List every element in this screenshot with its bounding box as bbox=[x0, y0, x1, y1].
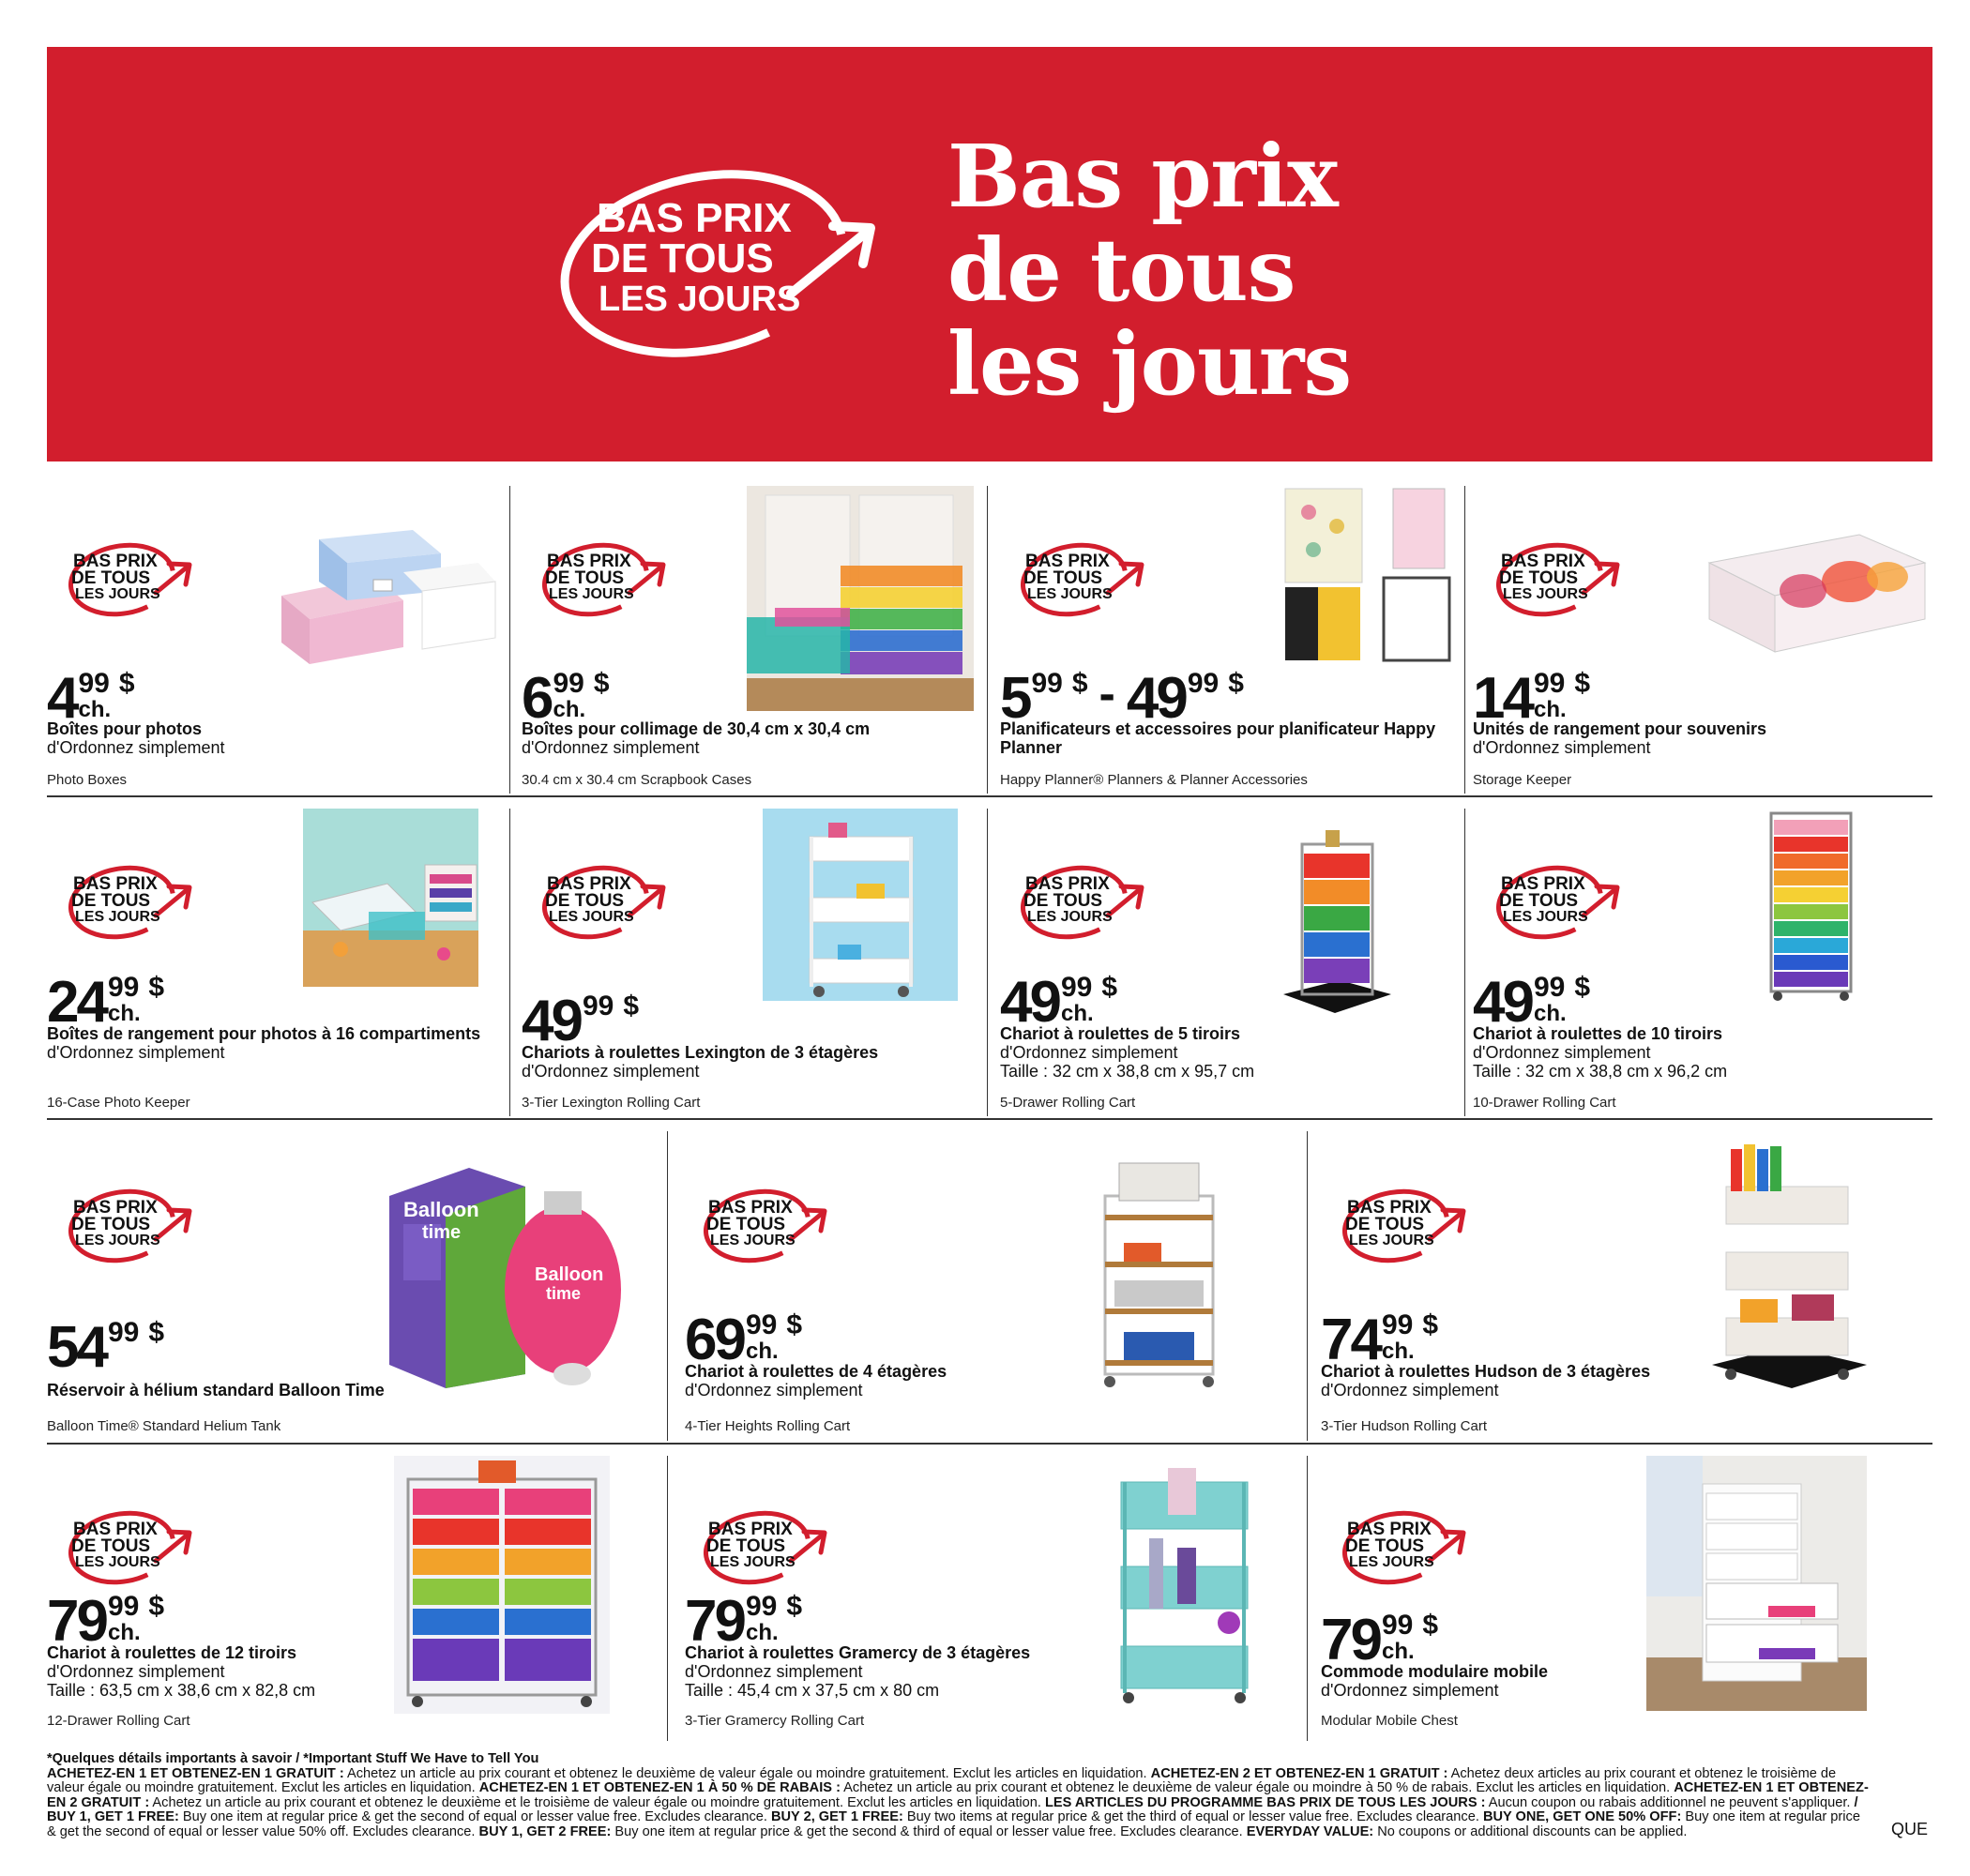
lexington-cart-image bbox=[763, 809, 958, 1001]
product-info: Planificateurs et accessoires pour planificateur Happy Planner bbox=[1000, 719, 1436, 757]
price: 7999 ch. $ bbox=[1321, 1608, 1439, 1672]
storage-keeper-image bbox=[1700, 525, 1930, 657]
svg-text:DE TOUS: DE TOUS bbox=[1499, 568, 1579, 588]
everyday-value-badge bbox=[64, 533, 197, 617]
everyday-value-badge bbox=[1016, 855, 1149, 940]
price: 4999 $ bbox=[522, 989, 640, 1053]
price: 1499 ch. $ bbox=[1473, 666, 1591, 731]
price-range: 599 $ - 4999 $ bbox=[1000, 666, 1244, 731]
svg-text:BAS PRIX: BAS PRIX bbox=[708, 1520, 793, 1539]
product-info: Boîtes de rangement pour photos à 16 compartiments d'Ordonnez simplement bbox=[47, 1024, 481, 1062]
product-info: Chariot à roulettes de 5 tiroirs d'Ordonnez simplement Taille : 32 cm x 38,8 cm x 95,7 cm bbox=[1000, 1024, 1255, 1081]
column-divider bbox=[1307, 1456, 1308, 1741]
product-info: Réservoir à hélium standard Balloon Time bbox=[47, 1381, 385, 1399]
svg-text:LES JOURS: LES JOURS bbox=[75, 586, 160, 602]
product-info: Chariot à roulettes de 12 tiroirs d'Ordonnez simplement Taille : 63,5 cm x 38,6 cm x 82,8 cm bbox=[47, 1643, 316, 1700]
svg-text:LES JOURS: LES JOURS bbox=[549, 586, 634, 602]
svg-text:BAS PRIX: BAS PRIX bbox=[547, 552, 631, 571]
product-name-en: 5-Drawer Rolling Cart bbox=[1000, 1095, 1136, 1111]
product-info: Chariot à roulettes de 10 tiroirs d'Ordonnez simplement Taille : 32 cm x 38,8 cm x 96,2 cm bbox=[1473, 1024, 1728, 1081]
svg-text:LES JOURS: LES JOURS bbox=[75, 909, 160, 925]
product-name-en: 4-Tier Heights Rolling Cart bbox=[685, 1418, 851, 1434]
svg-text:DE TOUS: DE TOUS bbox=[545, 891, 625, 911]
svg-text:BAS PRIX: BAS PRIX bbox=[708, 1198, 793, 1218]
price: 4999 ch. $ bbox=[1000, 970, 1118, 1035]
product-info: Boîtes pour collimage de 30,4 cm x 30,4 cm d'Ordonnez simplement bbox=[522, 719, 871, 757]
svg-text:BAS PRIX: BAS PRIX bbox=[1501, 552, 1585, 571]
column-divider bbox=[509, 809, 510, 1116]
price: 7499 ch. $ bbox=[1321, 1308, 1439, 1372]
svg-text:DE TOUS: DE TOUS bbox=[1023, 568, 1103, 588]
banner-title: Bas prix de tous les jours bbox=[947, 126, 1352, 415]
column-divider bbox=[509, 486, 510, 794]
column-divider bbox=[987, 486, 988, 794]
product-name-en: Photo Boxes bbox=[47, 772, 128, 788]
row-divider bbox=[47, 1443, 1932, 1445]
svg-text:DE TOUS: DE TOUS bbox=[1345, 1536, 1425, 1556]
column-divider bbox=[1464, 486, 1465, 794]
svg-text:LES JOURS: LES JOURS bbox=[710, 1554, 796, 1570]
price: 5499 $ bbox=[47, 1315, 165, 1380]
product-info: Unités de rangement pour souvenirs d'Ordonnez simplement bbox=[1473, 719, 1767, 757]
svg-text:LES JOURS: LES JOURS bbox=[75, 1233, 160, 1248]
product-name-en: 30.4 cm x 30.4 cm Scrapbook Cases bbox=[522, 772, 752, 788]
svg-text:time: time bbox=[546, 1284, 582, 1303]
product-name-en: 16-Case Photo Keeper bbox=[47, 1095, 190, 1111]
price: 7999 ch. $ bbox=[685, 1589, 803, 1654]
column-divider bbox=[987, 809, 988, 1116]
svg-text:DE TOUS: DE TOUS bbox=[545, 568, 625, 588]
svg-text:BAS PRIX: BAS PRIX bbox=[1347, 1198, 1432, 1218]
everyday-value-badge bbox=[1492, 533, 1625, 617]
svg-text:BAS PRIX: BAS PRIX bbox=[73, 552, 158, 571]
svg-text:DE TOUS: DE TOUS bbox=[1499, 891, 1579, 911]
product-name-en: 12-Drawer Rolling Cart bbox=[47, 1713, 190, 1729]
five-drawer-cart-image bbox=[1283, 825, 1391, 1013]
product-name-en: 3-Tier Gramercy Rolling Cart bbox=[685, 1713, 865, 1729]
everyday-value-badge bbox=[1492, 855, 1625, 940]
everyday-value-badge bbox=[538, 533, 671, 617]
svg-text:LES JOURS: LES JOURS bbox=[1349, 1554, 1434, 1570]
product-info: Chariot à roulettes Hudson de 3 étagères d'Ordonnez simplement bbox=[1321, 1362, 1651, 1399]
product-name-en: Modular Mobile Chest bbox=[1321, 1713, 1458, 1729]
price: 2499 ch. $ bbox=[47, 970, 165, 1035]
everyday-value-badge bbox=[64, 1179, 197, 1263]
svg-text:BAS PRIX: BAS PRIX bbox=[73, 1198, 158, 1218]
svg-text:Balloon: Balloon bbox=[403, 1198, 479, 1221]
svg-text:LES JOURS: LES JOURS bbox=[599, 280, 801, 319]
svg-text:DE TOUS: DE TOUS bbox=[71, 1536, 151, 1556]
svg-text:BAS PRIX: BAS PRIX bbox=[547, 874, 631, 894]
svg-text:DE TOUS: DE TOUS bbox=[1023, 891, 1103, 911]
svg-text:BAS PRIX: BAS PRIX bbox=[73, 1520, 158, 1539]
region-code: QUE bbox=[1891, 1820, 1929, 1838]
product-name-en: 10-Drawer Rolling Cart bbox=[1473, 1095, 1616, 1111]
everyday-value-badge bbox=[1016, 533, 1149, 617]
scrapbook-cases-image bbox=[747, 486, 974, 711]
product-info: Chariots à roulettes Lexington de 3 étagères d'Ordonnez simplement bbox=[522, 1043, 879, 1081]
svg-text:Balloon: Balloon bbox=[535, 1264, 604, 1285]
svg-text:LES JOURS: LES JOURS bbox=[1027, 909, 1113, 925]
svg-text:LES JOURS: LES JOURS bbox=[710, 1233, 796, 1248]
everyday-value-badge bbox=[1338, 1501, 1471, 1585]
svg-text:DE TOUS: DE TOUS bbox=[71, 1215, 151, 1234]
everyday-value-badge bbox=[1338, 1179, 1471, 1263]
product-info: Boîtes pour photos d'Ordonnez simplement bbox=[47, 719, 225, 757]
product-name-en: Happy Planner® Planners & Planner Accessories bbox=[1000, 772, 1308, 788]
svg-text:DE TOUS: DE TOUS bbox=[591, 235, 774, 281]
ten-drawer-cart-image bbox=[1757, 809, 1865, 1002]
fine-print: *Quelques détails importants à savoir / *Important Stuff We Have to Tell You ACHETEZ-EN 1 ET OBTENEZ-EN 1 GRATUIT : Achetez un article au prix courant et obtenez le deuxième de valeur égale ou moindre gratuitement. Exclut les articles en liquidation. ACHETEZ-EN 2 ET OBTENEZ-EN 1 GRATUIT : Achetez deux articles au prix courant et obtenez le troisième de valeur égale ou moindre gratuitement. Exclut les articles en liquidation. ACHETEZ-EN 1 ET OBTENEZ-EN 1 À 50 % DE RABAIS : Achetez un article au prix courant et obtenez le deuxième de valeur égale ou moindre à 50 % de rabais. Exclut les articles en liquidation. ACHETEZ-EN 1 ET OBTENEZ-EN 2 GRATUIT : Achetez un article au prix courant et obtenez le deuxième et le troisième de valeur égale ou moindre gratuitement. Exclut les articles en liquidation. LES ARTICLES DU PROGRAMME BAS PRIX DE TOUS LES JOURS : Aucun coupon ou rabais additionnel ne peuvent s'appliquer. / BUY 1, GET 1 FREE: Buy one item at regular price & get the second of equal or lesser value free. Excludes clearance. BUY 2, GET 1 FREE: Buy two items at regular price & get the third of equal or lesser value free. Excludes clearance. BUY ONE, GET ONE 50% OFF: Buy one item at regular price & get the second of equal or lesser value 50% off. Excludes clearance. BUY 1, GET 2 FREE: Buy one item at regular price & get the second & third of equal or lesser value free. Excludes clearance. EVERYDAY VALUE: No coupons or additional discounts can be applied. bbox=[47, 1751, 1869, 1839]
everyday-value-badge bbox=[64, 855, 197, 940]
svg-text:LES JOURS: LES JOURS bbox=[549, 909, 634, 925]
photo-boxes-image bbox=[272, 525, 497, 666]
svg-text:LES JOURS: LES JOURS bbox=[1027, 586, 1113, 602]
svg-text:LES JOURS: LES JOURS bbox=[75, 1554, 160, 1570]
price: 7999 ch. $ bbox=[47, 1589, 165, 1654]
product-name-en: 3-Tier Hudson Rolling Cart bbox=[1321, 1418, 1488, 1434]
price: 699 ch. $ bbox=[522, 666, 610, 731]
everyday-value-badge bbox=[64, 1501, 197, 1585]
svg-text:DE TOUS: DE TOUS bbox=[1345, 1215, 1425, 1234]
svg-text:DE TOUS: DE TOUS bbox=[706, 1215, 786, 1234]
svg-text:BAS PRIX: BAS PRIX bbox=[1025, 874, 1110, 894]
product-name-en: Storage Keeper bbox=[1473, 772, 1572, 788]
product-info: Commode modulaire mobile d'Ordonnez simplement bbox=[1321, 1662, 1549, 1700]
svg-text:BAS PRIX: BAS PRIX bbox=[1347, 1520, 1432, 1539]
everyday-value-logo bbox=[552, 153, 889, 364]
product-name-en: Balloon Time® Standard Helium Tank bbox=[47, 1418, 281, 1434]
price: 6999 ch. $ bbox=[685, 1308, 803, 1372]
svg-text:DE TOUS: DE TOUS bbox=[706, 1536, 786, 1556]
price: 499 ch. $ bbox=[47, 666, 135, 731]
happy-planner-image bbox=[1280, 484, 1454, 662]
everyday-value-badge bbox=[699, 1179, 832, 1263]
column-divider bbox=[667, 1131, 668, 1441]
column-divider bbox=[1464, 809, 1465, 1116]
svg-text:BAS PRIX: BAS PRIX bbox=[597, 195, 792, 241]
hudson-cart-image bbox=[1703, 1135, 1872, 1393]
four-tier-cart-image bbox=[1096, 1149, 1222, 1388]
everyday-value-badge bbox=[538, 855, 671, 940]
svg-text:BAS PRIX: BAS PRIX bbox=[1025, 552, 1110, 571]
column-divider bbox=[667, 1456, 668, 1741]
column-divider bbox=[1307, 1131, 1308, 1441]
product-info: Chariot à roulettes Gramercy de 3 étagères d'Ordonnez simplement Taille : 45,4 cm x 37,5 cm x 80 cm bbox=[685, 1643, 1031, 1700]
svg-text:time: time bbox=[422, 1222, 462, 1243]
row-divider bbox=[47, 795, 1932, 797]
svg-text:LES JOURS: LES JOURS bbox=[1349, 1233, 1434, 1248]
product-info: Chariot à roulettes de 4 étagères d'Ordonnez simplement bbox=[685, 1362, 947, 1399]
svg-text:DE TOUS: DE TOUS bbox=[71, 568, 151, 588]
photo-keeper-image bbox=[303, 809, 478, 987]
svg-text:BAS PRIX: BAS PRIX bbox=[73, 874, 158, 894]
svg-text:LES JOURS: LES JOURS bbox=[1503, 909, 1588, 925]
svg-text:LES JOURS: LES JOURS bbox=[1503, 586, 1588, 602]
price: 4999 ch. $ bbox=[1473, 970, 1591, 1035]
helium-tank-image bbox=[385, 1158, 629, 1393]
everyday-value-badge bbox=[699, 1501, 832, 1585]
row-divider bbox=[47, 1118, 1932, 1120]
product-name-en: 3-Tier Lexington Rolling Cart bbox=[522, 1095, 701, 1111]
svg-text:BAS PRIX: BAS PRIX bbox=[1501, 874, 1585, 894]
svg-text:DE TOUS: DE TOUS bbox=[71, 891, 151, 911]
